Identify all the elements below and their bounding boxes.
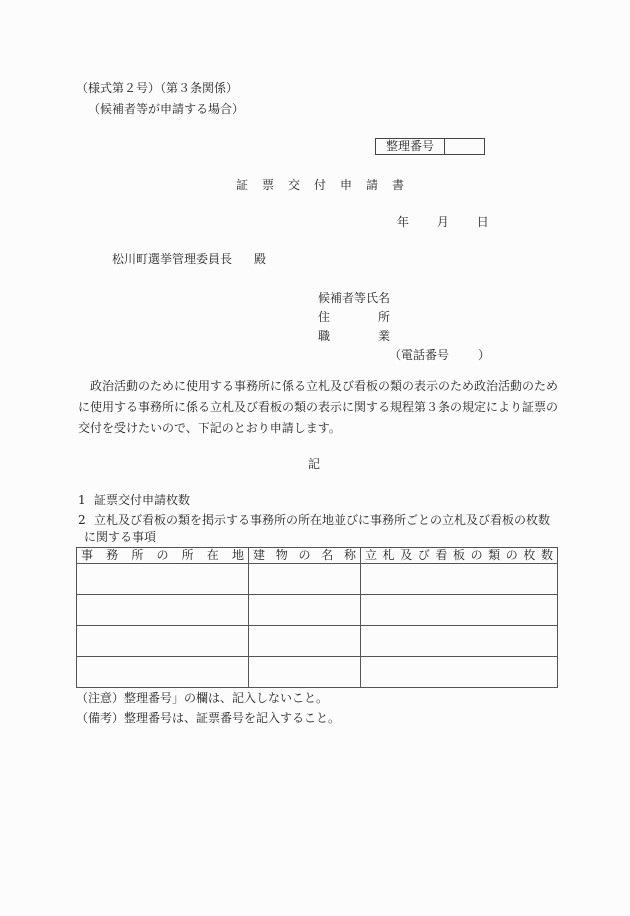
body-line: に使用する事務所に係る立札及び看板の類の表示に関する規程第３条の規定により証票の: [78, 400, 559, 414]
header-char: 看: [435, 548, 448, 562]
phone-label: （電話番号: [389, 348, 450, 362]
reference-number-box: [375, 138, 485, 155]
header-char: 称: [343, 548, 356, 562]
phone-close: ）: [478, 348, 491, 362]
building-name-cell[interactable]: [249, 564, 361, 595]
note-caution-label: （注意）: [76, 691, 125, 705]
note-remarks-text: 整理番号は、証票番号を記入すること。: [124, 711, 341, 725]
header-char: 物: [275, 548, 288, 562]
header-char: 札: [382, 548, 395, 562]
body-line: 交付を受けたいので、下記のとおり申請します。: [78, 421, 341, 435]
item-1-text: 証票交付申請枚数: [94, 493, 191, 507]
body-paragraph: [78, 376, 558, 439]
office-location-cell[interactable]: [77, 657, 249, 688]
item-2-number: 2: [78, 513, 86, 527]
note-caution-text: 整理番号」の欄は、記入しないこと。: [124, 691, 329, 705]
header-char: の: [156, 548, 169, 562]
date-line: [397, 214, 489, 230]
date-day: 日: [476, 215, 489, 229]
reference-number-field[interactable]: [445, 139, 484, 154]
building-name-cell[interactable]: [249, 595, 361, 626]
item-2-continuation: に関する事項: [84, 530, 157, 544]
addressee-honorific: 殿: [254, 252, 267, 266]
item-1-number: 1: [78, 493, 86, 507]
document-title: 証票交付申請書: [236, 178, 419, 192]
office-location-cell[interactable]: [77, 595, 249, 626]
table-row: [77, 595, 558, 626]
header-char: 務: [106, 548, 119, 562]
header-office-location: [77, 548, 249, 564]
applicant-name-label: 候補者等氏名: [318, 291, 391, 305]
sign-count-cell[interactable]: [361, 626, 558, 657]
form-number: （様式第２号）（第３条関係）: [76, 81, 239, 95]
date-month: 月: [436, 215, 449, 229]
ki-heading: 記: [308, 457, 321, 471]
form-subtitle: （候補者等が申請する場合）: [88, 102, 245, 116]
header-char: の: [505, 548, 518, 562]
header-char: 事: [81, 548, 94, 562]
header-char: 枚: [523, 548, 536, 562]
header-char: 類: [488, 548, 501, 562]
body-line: 政治活動のために使用する事務所に係る立札及び看板の類の表示のため政治活動のため: [78, 379, 559, 393]
header-char: 在: [206, 548, 219, 562]
header-char: 地: [231, 548, 244, 562]
header-char: 所: [181, 548, 194, 562]
header-char: 数: [540, 548, 553, 562]
header-char: 所: [131, 548, 144, 562]
date-year: 年: [397, 215, 410, 229]
occupation-label-2: 業: [378, 329, 391, 343]
header-char: の: [470, 548, 483, 562]
sign-count-cell[interactable]: [361, 564, 558, 595]
office-table: [76, 547, 558, 688]
header-char: 名: [321, 548, 334, 562]
reference-number-label: 整理番号: [376, 139, 445, 154]
table-row: [77, 626, 558, 657]
table-row: [77, 564, 558, 595]
header-building-name: [249, 548, 361, 564]
header-char: 板: [452, 548, 465, 562]
note-remarks-label: （備考）: [76, 711, 125, 725]
address-label-1: 住: [318, 310, 331, 324]
building-name-cell[interactable]: [249, 657, 361, 688]
table-header-row: [77, 548, 558, 564]
header-sign-count: [361, 548, 558, 564]
addressee-name: 松川町選挙管理委員長: [112, 252, 233, 266]
header-char: び: [417, 548, 430, 562]
building-name-cell[interactable]: [249, 626, 361, 657]
header-char: の: [298, 548, 311, 562]
sign-count-cell[interactable]: [361, 595, 558, 626]
occupation-label-1: 職: [318, 329, 331, 343]
header-char: 立: [365, 548, 378, 562]
office-location-cell[interactable]: [77, 564, 249, 595]
item-2-text: 立札及び看板の類を掲示する事務所の所在地並びに事務所ごとの立札及び看板の枚数: [94, 513, 551, 527]
sign-count-cell[interactable]: [361, 657, 558, 688]
table-row: [77, 657, 558, 688]
office-location-cell[interactable]: [77, 626, 249, 657]
header-char: 及: [400, 548, 413, 562]
header-char: 建: [253, 548, 266, 562]
address-label-2: 所: [378, 310, 391, 324]
